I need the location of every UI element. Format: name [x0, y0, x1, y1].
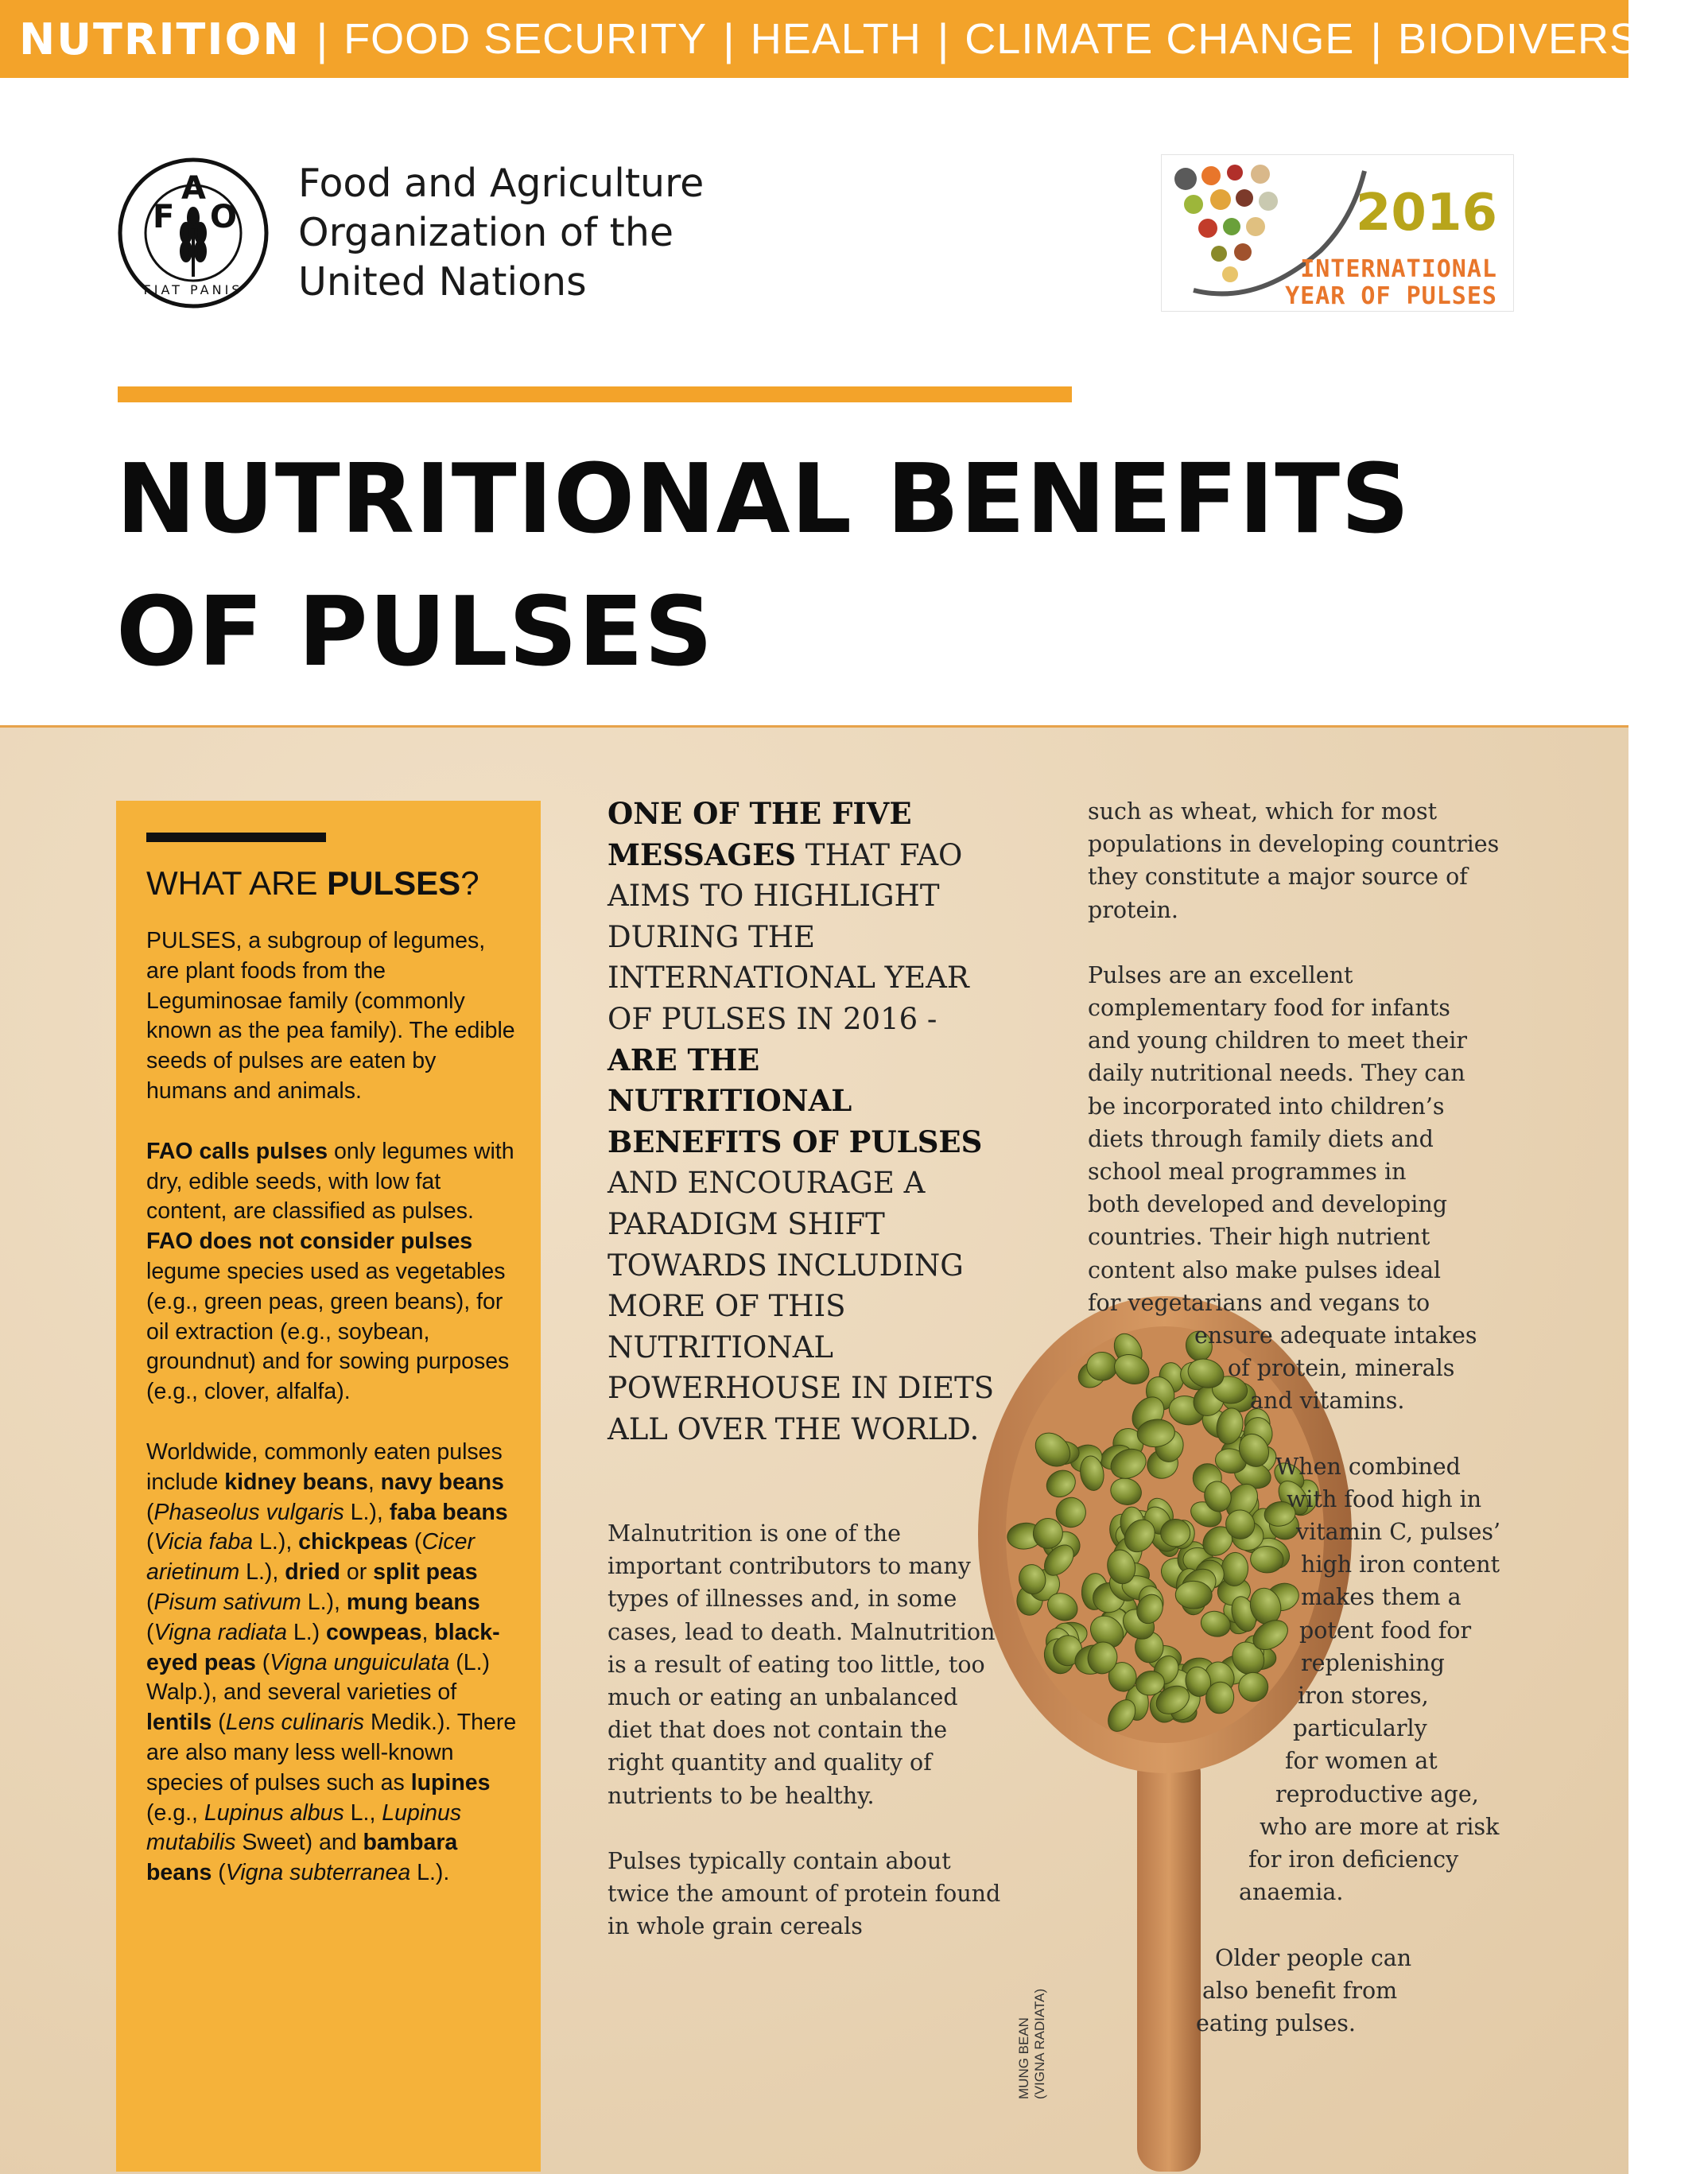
bold-text: FAO does not consider pulses: [146, 1229, 473, 1255]
title-line: NUTRITIONAL BENEFITS: [116, 445, 1411, 555]
text: L.),: [253, 1529, 299, 1555]
text: Worldwide, commonly eaten pulses include: [146, 1438, 503, 1495]
text-line: replenishing: [1301, 1649, 1445, 1676]
text-line: for vegetarians and vegans to: [1088, 1289, 1430, 1316]
bold-text: dried: [285, 1559, 340, 1586]
heading-bold: PULSES: [327, 864, 461, 902]
bold-text: lupines: [410, 1769, 491, 1795]
text: L.): [286, 1619, 327, 1645]
italic-text: Pisum sativum: [153, 1589, 301, 1615]
text-line: with food high in: [1287, 1485, 1482, 1512]
text-line: vitamin C, pulses’: [1296, 1519, 1501, 1546]
body-paragraph: such as wheat, which for most populations in developing countries they constitute a major source of protein.: [1088, 798, 1500, 923]
text-line: also benefit from: [1202, 1977, 1398, 2004]
text-line: daily nutritional needs. They can: [1088, 1060, 1465, 1087]
bold-text: navy beans: [380, 1469, 504, 1495]
text: (L.) Walp.), and several varieties of: [146, 1649, 491, 1706]
body-paragraph: [1088, 959, 1533, 1418]
text-line: for women at: [1285, 1748, 1438, 1775]
topic-food-security[interactable]: FOOD SECURITY: [344, 15, 708, 63]
heading-pre: WHAT ARE: [146, 864, 328, 902]
topic-nav: [0, 14, 1708, 65]
sidebar-text: [146, 926, 520, 1919]
fao-name: [298, 159, 704, 307]
body-paragraph: [1088, 1942, 1533, 2040]
text-line: When combined: [1275, 1453, 1461, 1480]
text: L.),: [301, 1589, 347, 1615]
text: Sweet) and: [235, 1830, 363, 1856]
page-title: [116, 433, 1411, 699]
bold-text: FAO calls pulses: [146, 1138, 328, 1164]
text: (: [255, 1649, 270, 1675]
topic-nutrition[interactable]: NUTRITION: [19, 14, 301, 64]
lead-statement: [608, 794, 1013, 1450]
italic-text: Lupinus mutabilis: [146, 1799, 462, 1856]
logo-letter-a: A: [181, 170, 206, 207]
iyp-line2: YEAR OF PULSES: [1285, 282, 1497, 310]
separator: |: [937, 14, 949, 64]
body-paragraph: [1088, 1450, 1533, 1909]
body-paragraph: Pulses typically contain about twice the amount of protein found in whole grain cereals: [608, 1847, 1001, 1940]
text-line: ensure adequate intakes: [1194, 1322, 1477, 1349]
logo-letter-f: F: [153, 199, 175, 235]
italic-text: Vicia faba: [153, 1529, 254, 1555]
heading-post: ?: [460, 864, 479, 902]
bold-text: bambara beans: [146, 1830, 458, 1886]
title-line: OF PULSES: [116, 577, 714, 688]
iyp-year: 2016: [1355, 184, 1497, 243]
text-line: high iron content: [1301, 1551, 1500, 1578]
text: or: [340, 1559, 374, 1586]
text: (: [146, 1619, 154, 1645]
logo-motto: FIAT PANIS: [143, 282, 243, 297]
text: Medik.). There are also many less well-known species of pulses such as: [146, 1710, 517, 1795]
fao-name-line: United Nations: [298, 259, 587, 305]
italic-text: Vigna subterranea: [225, 1860, 411, 1886]
italic-text: Vigna unguiculata: [270, 1649, 450, 1675]
middle-column: [608, 1517, 1005, 1975]
text: L.),: [344, 1499, 390, 1525]
text-line: who are more at risk: [1260, 1813, 1500, 1840]
text: only legumes with dry, edible seeds, with low fat content, are classified as pulses.: [146, 1138, 514, 1225]
sidebar-paragraph: [146, 1137, 520, 1407]
iyp-logo: [1161, 154, 1514, 312]
lead-text: THAT FAO AIMS TO HIGHLIGHT DURING THE INTERNATIONAL YEAR OF PULSES IN 2016 -: [608, 837, 969, 1036]
logo-letter-o: O: [210, 199, 238, 235]
italic-text: Lens culinaris: [225, 1710, 365, 1736]
text-line: content also make pulses ideal: [1088, 1256, 1442, 1283]
sidebar-paragraph: [146, 1438, 520, 1889]
text-line: of protein, minerals: [1228, 1355, 1455, 1382]
text-line: both developed and developing: [1088, 1191, 1447, 1218]
text-line: Pulses are an excellent: [1088, 961, 1353, 988]
bold-text: mung beans: [346, 1589, 480, 1615]
bold-text: faba beans: [389, 1499, 508, 1525]
text: (e.g.,: [146, 1799, 204, 1826]
fao-name-line: Food and Agriculture: [298, 161, 705, 206]
text-line: makes them a: [1301, 1584, 1462, 1611]
bold-text: split peas: [373, 1559, 478, 1586]
sidebar-heading: [146, 864, 479, 903]
italic-text: Cicer arietinum: [146, 1529, 475, 1586]
italic-text: Phaseolus vulgaris: [153, 1499, 344, 1525]
italic-text: Lupinus albus: [204, 1799, 344, 1826]
iyp-line1: INTERNATIONAL: [1300, 255, 1497, 283]
text-line: and vitamins.: [1250, 1388, 1405, 1415]
text-line: school meal programmes in: [1088, 1159, 1407, 1186]
bold-text: kidney beans: [224, 1469, 368, 1495]
what-are-pulses-box: [116, 801, 541, 2172]
text-line: eating pulses.: [1196, 2009, 1356, 2036]
text: (: [212, 1860, 226, 1886]
text: ,: [367, 1469, 381, 1495]
text: (: [146, 1529, 154, 1555]
image-caption: [1016, 1989, 1048, 2099]
text-line: be incorporated into children’s: [1088, 1093, 1445, 1120]
separator: |: [1370, 14, 1382, 64]
right-column: [1088, 795, 1533, 2072]
topic-climate-change[interactable]: CLIMATE CHANGE: [965, 15, 1355, 63]
text: (: [146, 1589, 154, 1615]
sidebar-rule: [146, 833, 326, 842]
lead-bold: ARE THE NUTRITIONAL BENEFITS OF PULSES: [608, 1042, 983, 1159]
text-line: diets through family diets and: [1088, 1125, 1434, 1152]
text: L.).: [410, 1860, 450, 1886]
bold-text: black-eyed peas: [146, 1619, 500, 1675]
fao-name-line: Organization of the: [298, 210, 674, 255]
text: L.),: [239, 1559, 285, 1586]
text-line: Older people can: [1215, 1944, 1412, 1971]
text: legume species used as vegetables (e.g., green peas, green beans), for oil extraction (e.g., soybean, groundnut) and for sowing purposes (e.g., clover, alfalfa).: [146, 1258, 510, 1405]
topic-biodiversity[interactable]: BIODIVERSITY: [1397, 15, 1708, 63]
bold-text: lentils: [146, 1710, 212, 1736]
text: (: [408, 1529, 422, 1555]
lead-text: AND ENCOURAGE A PARADIGM SHIFT TOWARDS INCLUDING MORE OF THIS NUTRITIONAL POWERHOUSE IN DIETS ALL OVER THE WORLD.: [608, 1166, 995, 1446]
caption-line: (VIGNA RADIATA): [1032, 1988, 1047, 2099]
topic-health[interactable]: HEALTH: [750, 15, 922, 63]
text: (: [146, 1499, 154, 1525]
top-banner: [0, 0, 1708, 78]
lead-bold: ONE OF THE FIVE MESSAGES: [608, 796, 912, 872]
title-rule: [118, 386, 1072, 402]
text-line: and young children to meet their: [1088, 1027, 1467, 1054]
text: (: [212, 1710, 226, 1736]
text-line: particularly: [1293, 1715, 1427, 1742]
separator: |: [316, 14, 328, 64]
italic-text: Vigna radiata: [153, 1619, 287, 1645]
text-line: iron stores,: [1298, 1683, 1429, 1710]
fao-logo: [118, 157, 269, 309]
bold-text: cowpeas: [326, 1619, 422, 1645]
text-line: for iron deficiency: [1248, 1846, 1459, 1873]
separator: |: [723, 14, 735, 64]
text: L.,: [344, 1799, 382, 1826]
text-line: reproductive age,: [1275, 1780, 1479, 1807]
text: ,: [421, 1619, 435, 1645]
sidebar-paragraph: PULSES, a subgroup of legumes, are plant foods from the Leguminosae family (commonly known as the pea family). The edible seeds of pulses are eaten by humans and animals.: [146, 928, 515, 1104]
body-paragraph: Malnutrition is one of the important contributors to many types of illnesses and, in some cases, lead to death. Malnutrition is a result of eating too little, too much or eating an unbalanced diet that does not contain the right quantity and quality of nutrients to be healthy.: [608, 1520, 996, 1809]
text-line: countries. Their high nutrient: [1088, 1224, 1430, 1251]
text-line: anaemia.: [1239, 1879, 1344, 1906]
text-line: potent food for: [1299, 1617, 1472, 1644]
bold-text: chickpeas: [298, 1529, 409, 1555]
text-line: complementary food for infants: [1088, 995, 1450, 1022]
caption-line: MUNG BEAN: [1016, 2017, 1031, 2099]
